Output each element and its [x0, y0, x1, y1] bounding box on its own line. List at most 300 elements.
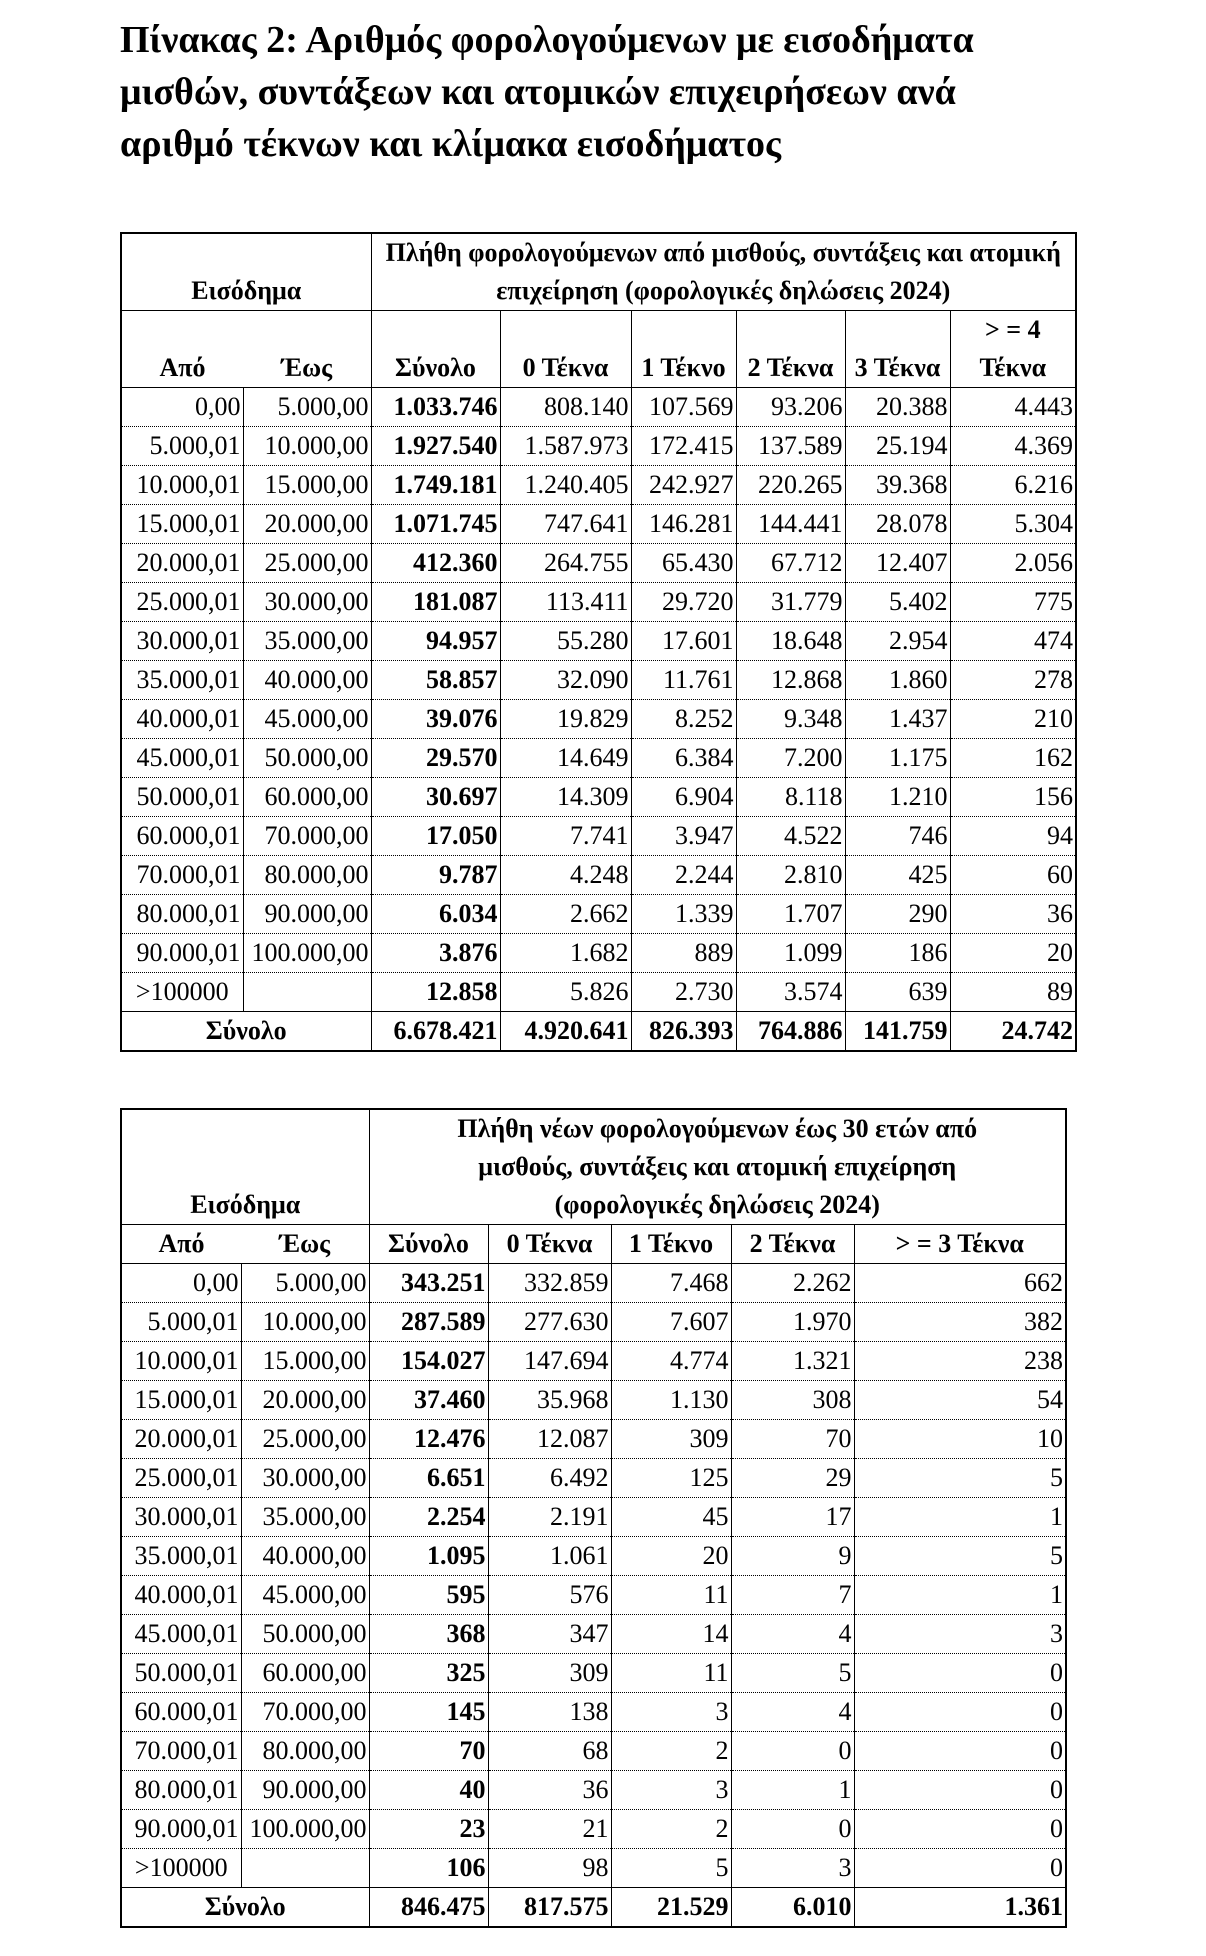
- income-to-cell: 60.000,00: [243, 778, 371, 817]
- value-cell: 89: [950, 973, 1076, 1012]
- column-header-0-children: 0 Τέκνα: [488, 1225, 611, 1264]
- income-from-cell: 25.000,01: [121, 1459, 241, 1498]
- table-row: [121, 1303, 1066, 1342]
- total-cell: 6.651: [369, 1459, 488, 1498]
- value-cell: 0: [854, 1849, 1066, 1888]
- value-cell: 1: [731, 1771, 854, 1810]
- value-cell: 474: [950, 622, 1076, 661]
- value-cell: 662: [854, 1264, 1066, 1303]
- total-cell: 17.050: [371, 817, 500, 856]
- income-to-cell: 35.000,00: [241, 1498, 369, 1537]
- total-cell: 3.876: [371, 934, 500, 973]
- value-cell: 220.265: [736, 466, 845, 505]
- income-to-cell: 40.000,00: [241, 1537, 369, 1576]
- value-cell: 5.304: [950, 505, 1076, 544]
- group-header: Πλήθη νέων φορολογούμενων έως 30 ετών από μισθούς, συντάξεις και ατομική επιχείρηση (φορολογικές δηλώσεις 2024): [369, 1109, 1066, 1225]
- value-cell: 93.206: [736, 388, 845, 427]
- total-cell: 30.697: [371, 778, 500, 817]
- income-to-cell: 20.000,00: [243, 505, 371, 544]
- table-row: [121, 1459, 1066, 1498]
- value-cell: 4.248: [500, 856, 631, 895]
- value-cell: 172.415: [631, 427, 736, 466]
- table-row: [121, 1732, 1066, 1771]
- value-cell: 3: [611, 1693, 731, 1732]
- value-cell: 775: [950, 583, 1076, 622]
- value-cell: 36: [950, 895, 1076, 934]
- income-to-cell: 70.000,00: [241, 1693, 369, 1732]
- income-to-cell: [243, 973, 371, 1012]
- value-cell: 14: [611, 1615, 731, 1654]
- total-cell: 145: [369, 1693, 488, 1732]
- total-cell: 9.787: [371, 856, 500, 895]
- value-cell: 25.194: [845, 427, 950, 466]
- value-cell: 576: [488, 1576, 611, 1615]
- total-cell: 1.927.540: [371, 427, 500, 466]
- taxpayers-table: [120, 232, 1077, 1052]
- value-cell: 7: [731, 1576, 854, 1615]
- value-cell: 1: [854, 1498, 1066, 1537]
- total-label: Σύνολο: [121, 1888, 369, 1928]
- table-row: [121, 1810, 1066, 1849]
- total-value-cell: 6.010: [731, 1888, 854, 1928]
- value-cell: 8.252: [631, 700, 736, 739]
- value-cell: 21: [488, 1810, 611, 1849]
- income-to-cell: 30.000,00: [241, 1459, 369, 1498]
- value-cell: 11.761: [631, 661, 736, 700]
- table-row: [121, 934, 1076, 973]
- total-cell: 2.254: [369, 1498, 488, 1537]
- value-cell: 98: [488, 1849, 611, 1888]
- table-header-row: [121, 311, 1076, 388]
- income-header: Εισόδημα: [121, 1109, 369, 1225]
- value-cell: 7.607: [611, 1303, 731, 1342]
- value-cell: 747.641: [500, 505, 631, 544]
- total-row: [121, 1888, 1066, 1928]
- value-cell: 36: [488, 1771, 611, 1810]
- value-cell: 5: [854, 1537, 1066, 1576]
- table-row: [121, 1615, 1066, 1654]
- value-cell: 1.210: [845, 778, 950, 817]
- table-row: [121, 817, 1076, 856]
- income-to-cell: 5.000,00: [241, 1264, 369, 1303]
- table-row: [121, 1264, 1066, 1303]
- income-from-cell: 50.000,01: [121, 778, 243, 817]
- income-from-cell: 45.000,01: [121, 1615, 241, 1654]
- value-cell: 144.441: [736, 505, 845, 544]
- table-row: [121, 1537, 1066, 1576]
- value-cell: 147.694: [488, 1342, 611, 1381]
- value-cell: 55.280: [500, 622, 631, 661]
- total-value-cell: 1.361: [854, 1888, 1066, 1928]
- value-cell: 6.216: [950, 466, 1076, 505]
- income-to-cell: 35.000,00: [243, 622, 371, 661]
- income-from-cell: 35.000,01: [121, 661, 243, 700]
- total-cell: 1.749.181: [371, 466, 500, 505]
- value-cell: 2: [611, 1732, 731, 1771]
- column-header-total: Σύνολο: [369, 1225, 488, 1264]
- value-cell: 1.707: [736, 895, 845, 934]
- income-from-cell: 90.000,01: [121, 1810, 241, 1849]
- value-cell: 238: [854, 1342, 1066, 1381]
- value-cell: 3: [731, 1849, 854, 1888]
- table-row: [121, 1498, 1066, 1537]
- total-cell: 1.033.746: [371, 388, 500, 427]
- value-cell: 54: [854, 1381, 1066, 1420]
- value-cell: 1.587.973: [500, 427, 631, 466]
- column-header-2-children: 2 Τέκνα: [736, 311, 845, 388]
- table-row: [121, 739, 1076, 778]
- income-from-cell: 20.000,01: [121, 1420, 241, 1459]
- income-from-cell: 45.000,01: [121, 739, 243, 778]
- value-cell: 138: [488, 1693, 611, 1732]
- income-to-cell: 30.000,00: [243, 583, 371, 622]
- value-cell: 31.779: [736, 583, 845, 622]
- income-to-cell: 40.000,00: [243, 661, 371, 700]
- value-cell: 2.954: [845, 622, 950, 661]
- value-cell: 6.492: [488, 1459, 611, 1498]
- table-row: [121, 1693, 1066, 1732]
- table-row: [121, 544, 1076, 583]
- income-from-cell: >100000: [121, 973, 243, 1012]
- income-to-cell: 10.000,00: [241, 1303, 369, 1342]
- value-cell: 19.829: [500, 700, 631, 739]
- table-row: [121, 622, 1076, 661]
- value-cell: 5: [731, 1654, 854, 1693]
- total-cell: 29.570: [371, 739, 500, 778]
- value-cell: 1.860: [845, 661, 950, 700]
- value-cell: 242.927: [631, 466, 736, 505]
- value-cell: 4.443: [950, 388, 1076, 427]
- income-from-cell: 10.000,01: [121, 1342, 241, 1381]
- total-cell: 12.476: [369, 1420, 488, 1459]
- total-value-cell: 764.886: [736, 1012, 845, 1052]
- table-row: [121, 1381, 1066, 1420]
- value-cell: 68: [488, 1732, 611, 1771]
- column-header-to: Έως: [241, 1225, 369, 1264]
- income-from-cell: 0,00: [121, 1264, 241, 1303]
- total-cell: 412.360: [371, 544, 500, 583]
- income-to-cell: 60.000,00: [241, 1654, 369, 1693]
- income-to-cell: 45.000,00: [241, 1576, 369, 1615]
- value-cell: 5: [854, 1459, 1066, 1498]
- column-header-to: Έως: [243, 311, 371, 388]
- value-cell: 28.078: [845, 505, 950, 544]
- total-label: Σύνολο: [121, 1012, 371, 1052]
- value-cell: 60: [950, 856, 1076, 895]
- value-cell: 12.087: [488, 1420, 611, 1459]
- value-cell: 4.369: [950, 427, 1076, 466]
- table-header-row: [121, 1225, 1066, 1264]
- total-value-cell: 21.529: [611, 1888, 731, 1928]
- value-cell: 639: [845, 973, 950, 1012]
- value-cell: 39.368: [845, 466, 950, 505]
- value-cell: 4: [731, 1615, 854, 1654]
- value-cell: 264.755: [500, 544, 631, 583]
- table-row: [121, 856, 1076, 895]
- value-cell: 308: [731, 1381, 854, 1420]
- income-to-cell: 25.000,00: [243, 544, 371, 583]
- income-to-cell: 5.000,00: [243, 388, 371, 427]
- value-cell: 12.407: [845, 544, 950, 583]
- income-from-cell: 40.000,01: [121, 1576, 241, 1615]
- income-to-cell: 45.000,00: [243, 700, 371, 739]
- column-header-0-children: 0 Τέκνα: [500, 311, 631, 388]
- value-cell: 186: [845, 934, 950, 973]
- total-cell: 1.095: [369, 1537, 488, 1576]
- income-to-cell: 70.000,00: [243, 817, 371, 856]
- income-from-cell: 5.000,01: [121, 1303, 241, 1342]
- value-cell: 0: [854, 1732, 1066, 1771]
- total-cell: 6.034: [371, 895, 500, 934]
- income-from-cell: 40.000,01: [121, 700, 243, 739]
- income-to-cell: 25.000,00: [241, 1420, 369, 1459]
- income-to-cell: 15.000,00: [241, 1342, 369, 1381]
- income-from-cell: 60.000,01: [121, 817, 243, 856]
- value-cell: 2.810: [736, 856, 845, 895]
- value-cell: 5.826: [500, 973, 631, 1012]
- value-cell: 2.662: [500, 895, 631, 934]
- income-from-cell: 5.000,01: [121, 427, 243, 466]
- value-cell: 1.130: [611, 1381, 731, 1420]
- value-cell: 382: [854, 1303, 1066, 1342]
- value-cell: 94: [950, 817, 1076, 856]
- value-cell: 2.262: [731, 1264, 854, 1303]
- value-cell: 5.402: [845, 583, 950, 622]
- income-to-cell: 90.000,00: [243, 895, 371, 934]
- income-from-cell: 0,00: [121, 388, 243, 427]
- income-to-cell: 50.000,00: [241, 1615, 369, 1654]
- group-header: Πλήθη φορολογούμενων από μισθούς, συντάξεις και ατομική επιχείρηση (φορολογικές δηλώσεις 2024): [371, 233, 1076, 311]
- total-cell: 325: [369, 1654, 488, 1693]
- value-cell: 1.339: [631, 895, 736, 934]
- value-cell: 14.649: [500, 739, 631, 778]
- table-header-row: [121, 1109, 1066, 1225]
- table-row: [121, 583, 1076, 622]
- value-cell: 156: [950, 778, 1076, 817]
- total-value-cell: 846.475: [369, 1888, 488, 1928]
- value-cell: 6.904: [631, 778, 736, 817]
- value-cell: 3.574: [736, 973, 845, 1012]
- value-cell: 17.601: [631, 622, 736, 661]
- table-row: [121, 973, 1076, 1012]
- value-cell: 2.244: [631, 856, 736, 895]
- value-cell: 9.348: [736, 700, 845, 739]
- table-row: [121, 1654, 1066, 1693]
- table-row: [121, 1576, 1066, 1615]
- column-header-from: Από: [121, 311, 243, 388]
- value-cell: 1.175: [845, 739, 950, 778]
- value-cell: 67.712: [736, 544, 845, 583]
- total-value-cell: 6.678.421: [371, 1012, 500, 1052]
- income-to-cell: 80.000,00: [241, 1732, 369, 1771]
- total-value-cell: 4.920.641: [500, 1012, 631, 1052]
- total-cell: 70: [369, 1732, 488, 1771]
- value-cell: 18.648: [736, 622, 845, 661]
- income-to-cell: 80.000,00: [243, 856, 371, 895]
- total-cell: 37.460: [369, 1381, 488, 1420]
- income-from-cell: 90.000,01: [121, 934, 243, 973]
- value-cell: 14.309: [500, 778, 631, 817]
- income-from-cell: 80.000,01: [121, 895, 243, 934]
- value-cell: 1.437: [845, 700, 950, 739]
- value-cell: 1.321: [731, 1342, 854, 1381]
- table-header-row: [121, 233, 1076, 311]
- value-cell: 3: [611, 1771, 731, 1810]
- income-from-cell: 15.000,01: [121, 505, 243, 544]
- column-header-1-child: 1 Τέκνο: [631, 311, 736, 388]
- value-cell: 278: [950, 661, 1076, 700]
- total-value-cell: 817.575: [488, 1888, 611, 1928]
- value-cell: 0: [731, 1810, 854, 1849]
- income-from-cell: 30.000,01: [121, 622, 243, 661]
- income-from-cell: >100000: [121, 1849, 241, 1888]
- total-cell: 181.087: [371, 583, 500, 622]
- income-from-cell: 30.000,01: [121, 1498, 241, 1537]
- value-cell: 1: [854, 1576, 1066, 1615]
- value-cell: 2: [611, 1810, 731, 1849]
- total-cell: 12.858: [371, 973, 500, 1012]
- value-cell: 9: [731, 1537, 854, 1576]
- value-cell: 425: [845, 856, 950, 895]
- column-header-3-children: 3 Τέκνα: [845, 311, 950, 388]
- value-cell: 808.140: [500, 388, 631, 427]
- total-value-cell: 141.759: [845, 1012, 950, 1052]
- income-from-cell: 20.000,01: [121, 544, 243, 583]
- total-cell: 343.251: [369, 1264, 488, 1303]
- value-cell: 32.090: [500, 661, 631, 700]
- total-cell: 595: [369, 1576, 488, 1615]
- table-row: [121, 1420, 1066, 1459]
- total-cell: 23: [369, 1810, 488, 1849]
- value-cell: 7.741: [500, 817, 631, 856]
- value-cell: 137.589: [736, 427, 845, 466]
- income-to-cell: 100.000,00: [243, 934, 371, 973]
- value-cell: 746: [845, 817, 950, 856]
- value-cell: 1.099: [736, 934, 845, 973]
- value-cell: 889: [631, 934, 736, 973]
- value-cell: 3: [854, 1615, 1066, 1654]
- value-cell: 7.200: [736, 739, 845, 778]
- total-cell: 94.957: [371, 622, 500, 661]
- income-to-cell: 100.000,00: [241, 1810, 369, 1849]
- income-from-cell: 70.000,01: [121, 856, 243, 895]
- value-cell: 4.522: [736, 817, 845, 856]
- value-cell: 0: [854, 1810, 1066, 1849]
- value-cell: 0: [854, 1654, 1066, 1693]
- table-row: [121, 505, 1076, 544]
- value-cell: 29.720: [631, 583, 736, 622]
- income-from-cell: 25.000,01: [121, 583, 243, 622]
- column-header-total: Σύνολο: [371, 311, 500, 388]
- value-cell: 0: [854, 1771, 1066, 1810]
- value-cell: 65.430: [631, 544, 736, 583]
- value-cell: 162: [950, 739, 1076, 778]
- income-from-cell: 15.000,01: [121, 1381, 241, 1420]
- total-cell: 40: [369, 1771, 488, 1810]
- value-cell: 125: [611, 1459, 731, 1498]
- value-cell: 0: [854, 1693, 1066, 1732]
- value-cell: 20.388: [845, 388, 950, 427]
- value-cell: 70: [731, 1420, 854, 1459]
- value-cell: 20: [950, 934, 1076, 973]
- value-cell: 8.118: [736, 778, 845, 817]
- value-cell: 2.056: [950, 544, 1076, 583]
- value-cell: 2.730: [631, 973, 736, 1012]
- value-cell: 35.968: [488, 1381, 611, 1420]
- total-cell: 106: [369, 1849, 488, 1888]
- total-value-cell: 826.393: [631, 1012, 736, 1052]
- value-cell: 11: [611, 1576, 731, 1615]
- income-from-cell: 60.000,01: [121, 1693, 241, 1732]
- value-cell: 332.859: [488, 1264, 611, 1303]
- total-cell: 154.027: [369, 1342, 488, 1381]
- income-from-cell: 35.000,01: [121, 1537, 241, 1576]
- income-to-cell: 20.000,00: [241, 1381, 369, 1420]
- income-to-cell: 90.000,00: [241, 1771, 369, 1810]
- value-cell: 3.947: [631, 817, 736, 856]
- column-header-4plus-children: > = 4 Τέκνα: [950, 311, 1076, 388]
- value-cell: 7.468: [611, 1264, 731, 1303]
- value-cell: 29: [731, 1459, 854, 1498]
- column-header-1-child: 1 Τέκνο: [611, 1225, 731, 1264]
- value-cell: 1.970: [731, 1303, 854, 1342]
- value-cell: 5: [611, 1849, 731, 1888]
- page-title: Πίνακας 2: Αριθμός φορολογούμενων με εισοδήματα μισθών, συντάξεων και ατομικών επιχειρήσεων ανά αριθμό τέκνων και κλίμακα εισοδήματος: [120, 19, 974, 165]
- table-row: [121, 661, 1076, 700]
- table-row: [121, 1849, 1066, 1888]
- total-cell: 1.071.745: [371, 505, 500, 544]
- income-to-cell: 10.000,00: [243, 427, 371, 466]
- value-cell: 45: [611, 1498, 731, 1537]
- income-from-cell: 70.000,01: [121, 1732, 241, 1771]
- value-cell: 10: [854, 1420, 1066, 1459]
- income-from-cell: 10.000,01: [121, 466, 243, 505]
- value-cell: 20: [611, 1537, 731, 1576]
- table-row: [121, 427, 1076, 466]
- value-cell: 12.868: [736, 661, 845, 700]
- value-cell: 11: [611, 1654, 731, 1693]
- value-cell: 290: [845, 895, 950, 934]
- value-cell: 113.411: [500, 583, 631, 622]
- income-from-cell: 50.000,01: [121, 1654, 241, 1693]
- table-row: [121, 895, 1076, 934]
- value-cell: 6.384: [631, 739, 736, 778]
- value-cell: 107.569: [631, 388, 736, 427]
- value-cell: 146.281: [631, 505, 736, 544]
- value-cell: 0: [731, 1732, 854, 1771]
- total-cell: 39.076: [371, 700, 500, 739]
- value-cell: 4.774: [611, 1342, 731, 1381]
- young-taxpayers-table: [120, 1108, 1067, 1928]
- column-header-2-children: 2 Τέκνα: [731, 1225, 854, 1264]
- value-cell: 1.061: [488, 1537, 611, 1576]
- total-row: [121, 1012, 1076, 1052]
- value-cell: 210: [950, 700, 1076, 739]
- income-to-cell: [241, 1849, 369, 1888]
- table-row: [121, 700, 1076, 739]
- income-to-cell: 50.000,00: [243, 739, 371, 778]
- column-header-from: Από: [121, 1225, 241, 1264]
- total-cell: 58.857: [371, 661, 500, 700]
- value-cell: 2.191: [488, 1498, 611, 1537]
- column-header-3plus-children: > = 3 Τέκνα: [854, 1225, 1066, 1264]
- total-cell: 287.589: [369, 1303, 488, 1342]
- value-cell: 309: [611, 1420, 731, 1459]
- value-cell: 4: [731, 1693, 854, 1732]
- total-value-cell: 24.742: [950, 1012, 1076, 1052]
- table-row: [121, 1771, 1066, 1810]
- table-row: [121, 778, 1076, 817]
